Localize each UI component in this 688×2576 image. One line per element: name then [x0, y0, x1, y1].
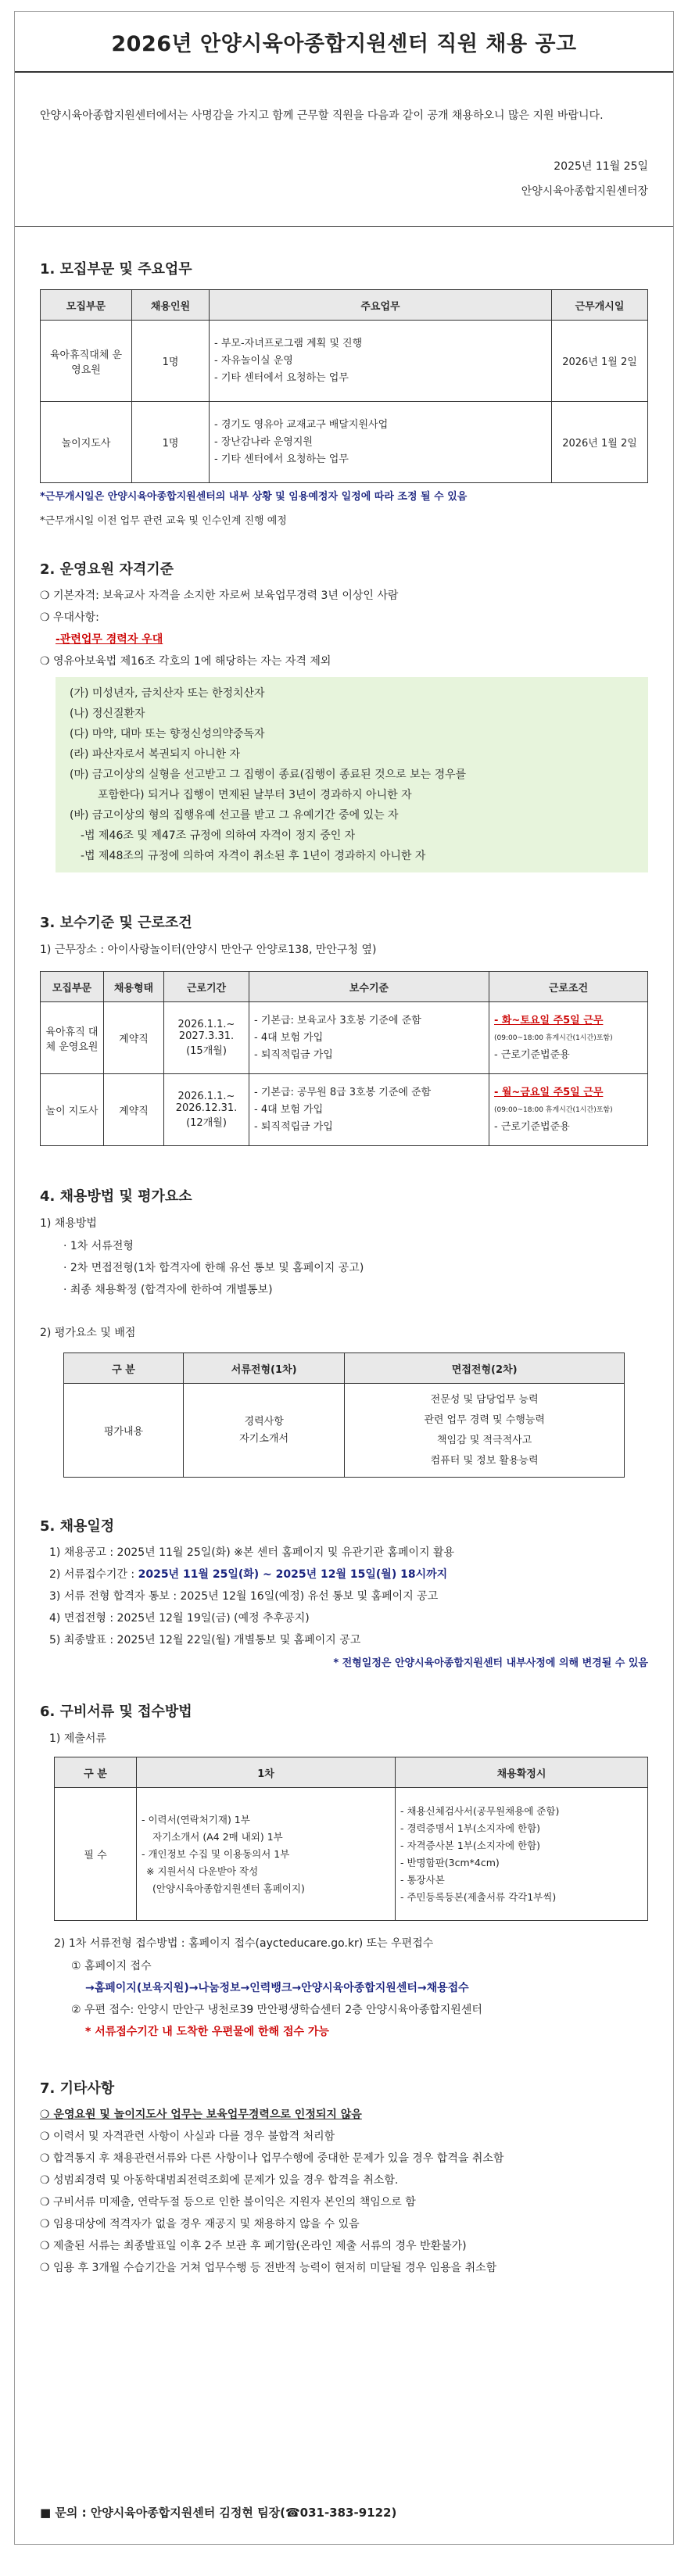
method-subtitle: 1) 채용방법: [40, 1217, 97, 1230]
note-training: *근무개시일 이전 업무 관련 교육 및 인수인계 진행 예정: [40, 515, 287, 527]
section-7-title: 7. 기타사항: [40, 2080, 115, 2097]
doc-line: - 자격증사본 1부(소지자에 한함): [400, 1839, 541, 1851]
th-start: 근무개시일: [552, 290, 648, 321]
misc-item: ❍ 구비서류 미제출, 연락두절 등으로 인한 불이익은 지원자 본인의 책임으로 함: [40, 2191, 645, 2213]
schedule-item: 3) 서류 전형 합격자 통보 : 2025년 12월 16일(예정) 유선 통보 및 홈페이지 공고: [49, 1590, 439, 1603]
disq-item: (바) 금고이상의 형의 집행유예 선고를 받고 그 유예기간 중에 있는 자: [70, 809, 399, 822]
preference-label: ❍ 우대사항:: [40, 607, 648, 629]
disq-item: (나) 정신질환자: [70, 708, 145, 720]
docs-table: [54, 1757, 648, 1921]
preference-item: -관련업무 경력자 우대: [56, 633, 163, 646]
cell-cond: [489, 1002, 648, 1074]
cell-duties: [210, 402, 552, 483]
cell-pay: [249, 1074, 489, 1146]
schedule-item: 4) 면접전형 : 2025년 12월 19일(금) (예정 추후공지): [49, 1612, 310, 1625]
post-submit: ② 우편 접수: 안양시 만안구 냉천로39 만안평생학습센터 2층 안양시육아종합지원센터: [71, 2004, 482, 2016]
schedule-item: 1) 채용공고 : 2025년 11월 25일(화) ※본 센터 홈페이지 및 유관기관 홈페이지 활용: [49, 1546, 455, 1559]
cell-interview: [345, 1384, 625, 1478]
recruit-table: [40, 289, 648, 483]
misc-item: ❍ 이력서 및 자격관련 사항이 사실과 다를 경우 불합격 처리함: [40, 2126, 645, 2148]
misc-item: ❍ 임용대상에 적격자가 없을 경우 재공지 및 채용하지 않을 수 있음: [40, 2213, 645, 2235]
disq-item: (라) 파산자로서 복권되지 아니한 자: [70, 748, 241, 761]
application-period: 2025년 11월 25일(화) ~ 2025년 12월 15일(월) 18시까지: [138, 1568, 448, 1581]
cell-type: 계약직: [104, 1074, 164, 1146]
misc-item: ❍ 성범죄경력 및 아동학대범죄전력조회에 문제가 있을 경우 합격을 취소함.: [40, 2169, 645, 2191]
cell-label: 평가내용: [64, 1384, 184, 1478]
table-row: [41, 1074, 648, 1146]
th-dept: 모집부문: [41, 290, 132, 321]
doc-line: ※ 지원서식 다운받아 작성: [146, 1865, 259, 1877]
doc-item: 자기소개서: [239, 1432, 289, 1445]
th-interview: 면접전형(2차): [345, 1353, 625, 1384]
disq-item: 포함한다) 되거나 집행이 면제된 날부터 3년이 경과하지 아니한 자: [98, 789, 412, 801]
exclusion-rule: ❍ 영유아보육법 제16조 각호의 1에 해당하는 자는 자격 제외: [40, 650, 648, 672]
disq-item: -법 제48조의 규정에 의하여 자격이 취소된 후 1년이 경과하지 아니한 자: [81, 850, 426, 862]
step-item: · 최종 채용확정 (합격자에 한하여 개별통보): [63, 1284, 273, 1296]
page-title: 2026년 안양시육아종합지원센터 직원 채용 공고: [111, 31, 577, 56]
duty-line: - 부모-자녀프로그램 계획 및 진행: [214, 337, 363, 349]
post-note: * 서류접수기간 내 도착한 우편물에 한해 접수 가능: [85, 2026, 329, 2038]
title-bar: [15, 12, 673, 73]
table-row: [64, 1384, 625, 1478]
disq-item: (다) 마약, 대마 또는 향정신성의약중독자: [70, 728, 265, 740]
th-first: 1차: [137, 1757, 396, 1788]
work-place: 1) 근무장소 : 아이사랑놀이터(안양시 만안구 안양로138, 만안구청 옆): [40, 944, 377, 956]
step-item: · 2차 면접전형(1차 합격자에 한해 유선 통보 및 홈페이지 공고): [63, 1262, 364, 1274]
disq-item: (마) 금고이상의 실형을 선고받고 그 집행이 종료(집행이 종료된 것으로 보는 경우를: [70, 769, 467, 781]
cell-period: 2026.1.1.~ 2027.3.31. (15개월): [164, 1002, 249, 1074]
step-item: · 1차 서류전형: [63, 1240, 134, 1252]
misc-list: [40, 2104, 648, 2279]
doc-line: (안양시육아종합지원센터 홈페이지): [152, 1882, 305, 1894]
interview-item: 책임감 및 적극적사고: [437, 1434, 532, 1446]
disq-item: (가) 미성년자, 금치산자 또는 한정치산자: [70, 687, 265, 700]
cell-doc: [184, 1384, 345, 1478]
th-final: 채용확정시: [396, 1757, 648, 1788]
divider: [15, 226, 673, 227]
section-4-title: 4. 채용방법 및 평가요소: [40, 1188, 192, 1205]
cond-line: - 화~토요일 주5일 근무: [494, 1014, 604, 1026]
duty-line: - 기타 센터에서 요청하는 업무: [214, 371, 349, 384]
pay-line: - 기본급: 공무원 8급 3호봉 기준에 준함: [254, 1086, 432, 1098]
th-pay: 보수기준: [249, 972, 489, 1002]
cell-dept: 육아휴직대체 운영요원: [41, 321, 132, 402]
cell-dept: 놀이 지도사: [41, 1074, 104, 1146]
cell-pay: [249, 1002, 489, 1074]
schedule-item: 5) 최종발표 : 2025년 12월 22일(월) 개별통보 및 홈페이지 공고: [49, 1634, 361, 1646]
pay-table: [40, 971, 648, 1146]
cell-count: 1명: [132, 402, 210, 483]
duty-line: - 장난감나라 운영지원: [214, 435, 313, 448]
section-3-title: 3. 보수기준 및 근로조건: [40, 915, 192, 931]
interview-item: 관련 업무 경력 및 수행능력: [424, 1413, 545, 1426]
pay-line: - 4대 보험 가입: [254, 1031, 324, 1044]
submit-options: [40, 1955, 648, 2043]
cond-line: - 월~금요일 주5일 근무: [494, 1086, 604, 1098]
doc-line: - 반명함판(3cm*4cm): [400, 1856, 500, 1868]
table-row: [41, 1002, 648, 1074]
notice-date: 2025년 11월 25일: [554, 160, 648, 173]
cell-dept: 육아휴직 대체 운영요원: [41, 1002, 104, 1074]
interview-item: 전문성 및 담당업무 능력: [430, 1393, 539, 1406]
section-5-title: 5. 채용일정: [40, 1518, 115, 1535]
section-1-title: 1. 모집부문 및 주요업무: [40, 261, 192, 278]
section-3-table-wrap: [40, 971, 648, 1146]
th-duties: 주요업무: [210, 290, 552, 321]
cell-final: [396, 1788, 648, 1921]
docs-table-wrap: [54, 1757, 648, 1921]
th-period: 근로기간: [164, 972, 249, 1002]
pay-line: - 4대 보험 가입: [254, 1103, 324, 1116]
pay-line: - 퇴직적립금 가입: [254, 1048, 333, 1061]
disq-item: -법 제46조 및 제47조 규정에 의하여 자격이 정지 중인 자: [81, 829, 356, 842]
interview-item: 컴퓨터 및 정보 활용능력: [430, 1454, 539, 1467]
disqualification-box: [56, 677, 648, 872]
schedule-note: * 전형일정은 안양시육아종합지원센터 내부사정에 의해 변경될 수 있음: [333, 1657, 648, 1669]
table-row: [55, 1788, 648, 1921]
method-steps: [40, 1235, 648, 1301]
doc-line: - 경력증명서 1부(소지자에 한함): [400, 1822, 541, 1834]
doc-line: - 통장사본: [400, 1873, 445, 1886]
cond-line: (09:00~18:00 휴게시간(1시간)포함): [494, 1105, 613, 1114]
th-count: 채용인원: [132, 290, 210, 321]
section-2-body: [40, 585, 648, 872]
doc-line: - 개인정보 수집 및 이용동의서 1부: [142, 1847, 290, 1860]
cell-start: 2026년 1월 2일: [552, 402, 648, 483]
th-category: 구 분: [64, 1353, 184, 1384]
table-row: [41, 402, 648, 483]
cell-start: 2026년 1월 2일: [552, 321, 648, 402]
web-submit-label: ① 홈페이지 접수: [71, 1960, 152, 1972]
misc-item: ❍ 제출된 서류는 최종발표일 이후 2주 보관 후 폐기함(온라인 제출 서류의 경우 반환불가): [40, 2235, 645, 2257]
table-row: [41, 321, 648, 402]
th-dept: 모집부문: [41, 972, 104, 1002]
schedule-item: [49, 1564, 648, 1585]
cell-period: 2026.1.1.~ 2026.12.31. (12개월): [164, 1074, 249, 1146]
cell-cond: [489, 1074, 648, 1146]
pay-line: - 기본급: 보육교사 3호봉 기준에 준함: [254, 1014, 421, 1026]
misc-item: ❍ 임용 후 3개월 수습기간을 거쳐 업무수행 등 전반적 능력이 현저히 미달될 경우 임용을 취소함: [40, 2257, 645, 2279]
doc-line: 자기소개서 (A4 2매 내외) 1부: [152, 1830, 283, 1843]
misc-item: ❍ 운영요원 및 놀이지도사 업무는 보육업무경력으로 인정되지 않음: [40, 2104, 645, 2126]
th-cond: 근로조건: [489, 972, 648, 1002]
schedule-label: 2) 서류접수기간 :: [49, 1568, 138, 1581]
duty-line: - 경기도 영유아 교재교구 배달지원사업: [214, 418, 389, 431]
cell-duties: [210, 321, 552, 402]
cell-label: 필 수: [55, 1788, 137, 1921]
cell-dept: 놀이지도사: [41, 402, 132, 483]
eval-table-wrap: [63, 1352, 625, 1478]
cond-line: - 근로기준법준용: [494, 1120, 570, 1133]
duty-line: - 자유놀이실 운영: [214, 354, 293, 367]
doc-line: - 주민등록등본(제출서류 각각1부씩): [400, 1890, 557, 1903]
submit-method: 2) 1차 서류전형 접수방법 : 홈페이지 접수(aycteducare.go.kr) 또는 우편접수: [54, 1937, 434, 1950]
docs-subtitle: 1) 제출서류: [49, 1732, 106, 1745]
intro-text: 안양시육아종합지원센터에서는 사명감을 가지고 함께 근무할 직원을 다음과 같이 공개 채용하오니 많은 지원 바랍니다.: [40, 109, 604, 122]
section-2-title: 2. 운영요원 자격기준: [40, 561, 174, 578]
cond-line: (09:00~18:00 휴게시간(1시간)포함): [494, 1034, 613, 1042]
duty-line: - 기타 센터에서 요청하는 업무: [214, 453, 349, 465]
doc-line: - 채용신체검사서(공무원채용에 준함): [400, 1804, 560, 1817]
schedule-list: [40, 1542, 648, 1651]
doc-line: - 이력서(연락처기재) 1부: [142, 1813, 250, 1825]
section-1-table-wrap: [40, 289, 648, 483]
th-type: 채용형태: [104, 972, 164, 1002]
note-start-date: *근무개시일은 안양시육아종합지원센터의 내부 상황 및 임용예정자 일정에 따라 조정 될 수 있음: [40, 491, 468, 503]
pay-line: - 퇴직적립금 가입: [254, 1120, 333, 1133]
th-doc: 서류전형(1차): [184, 1353, 345, 1384]
th-category: 구 분: [55, 1757, 137, 1788]
date-block: [40, 154, 648, 204]
doc-item: 경력사항: [244, 1415, 284, 1428]
cond-line: - 근로기준법준용: [494, 1048, 570, 1061]
basic-qualification: ❍ 기본자격: 보육교사 자격을 소지한 자로써 보육업무경력 3년 이상인 사람: [40, 585, 648, 607]
web-submit-path: →홈페이지(보육지원)→나눔정보→인력뱅크→안양시육아종합지원센터→채용접수: [85, 1982, 469, 1994]
eval-table: [63, 1352, 625, 1478]
cell-type: 계약직: [104, 1002, 164, 1074]
eval-subtitle: 2) 평가요소 및 배점: [40, 1327, 136, 1339]
issuer: 안양시육아종합지원센터장: [521, 185, 648, 198]
section-6-title: 6. 구비서류 및 접수방법: [40, 1704, 192, 1720]
cell-first: [137, 1788, 396, 1921]
contact-info: ■ 문의 : 안양시육아종합지원센터 김정현 팀장(☎031-383-9122): [40, 2506, 397, 2520]
notice-page: [14, 11, 674, 2545]
cell-count: 1명: [132, 321, 210, 402]
misc-item: ❍ 합격통지 후 채용관련서류와 다른 사항이나 업무수행에 중대한 문제가 있을 경우 합격을 취소함: [40, 2148, 645, 2169]
